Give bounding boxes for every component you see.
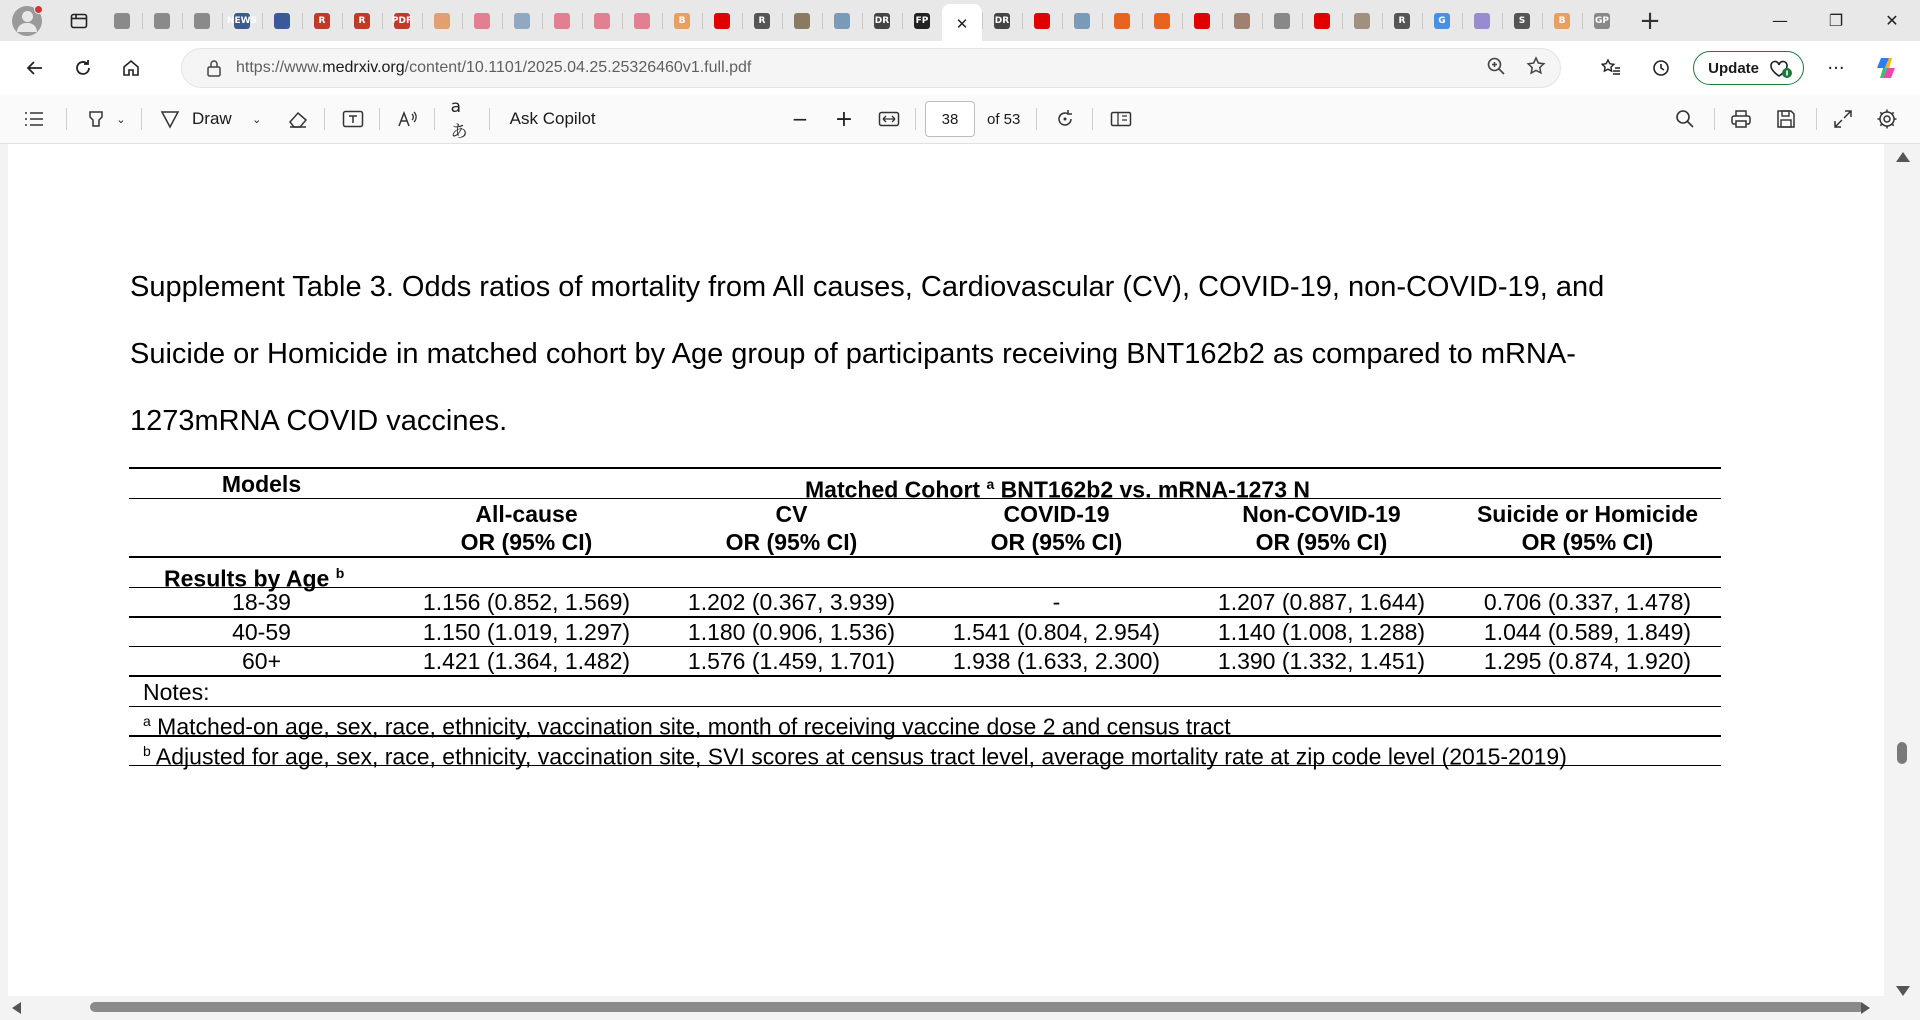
home-button[interactable] [111, 48, 151, 88]
browser-tab[interactable] [1342, 4, 1382, 38]
pdf-toolbar [0, 95, 1920, 144]
odds-ratio-cell: 1.541 (0.804, 2.954) [952, 618, 1161, 645]
favorite-star-icon[interactable] [1526, 56, 1546, 81]
heart-update-icon [1767, 57, 1793, 79]
tab-favicon-icon [114, 13, 130, 29]
browser-tab[interactable] [182, 4, 222, 38]
tab-favicon-icon [794, 13, 810, 29]
history-icon [1651, 58, 1671, 78]
browser-tab[interactable] [1222, 4, 1262, 38]
tab-favicon-icon [1234, 13, 1250, 29]
tab-favicon-icon [1074, 13, 1090, 29]
profile-avatar-icon[interactable] [12, 6, 42, 36]
notes-label: Notes: [143, 678, 210, 705]
tab-favicon-icon [1474, 13, 1490, 29]
tab-favicon-icon [514, 13, 530, 29]
browser-tab[interactable] [262, 4, 302, 38]
browser-tab[interactable] [702, 4, 742, 38]
odds-ratio-cell: 1.938 (1.633, 2.300) [952, 648, 1161, 674]
tab-favicon-icon: R [754, 13, 770, 29]
tab-favicon-icon: B [674, 13, 690, 29]
refresh-button[interactable] [63, 48, 103, 88]
scroll-right-arrow-icon[interactable] [1861, 1002, 1870, 1014]
tab-strip [0, 0, 1920, 41]
odds-ratio-cell: 1.202 (0.367, 3.939) [687, 589, 896, 615]
tab-favicon-icon: FP [914, 13, 930, 29]
url-text[interactable]: https://www.medrxiv.org/content/10.1101/2025.04.25.25326460v1.full.pdf [236, 59, 752, 76]
close-window-button[interactable]: ✕ [1885, 11, 1899, 30]
browser-tab[interactable] [1542, 4, 1582, 38]
table-header-row [129, 469, 1721, 503]
browser-tab[interactable] [822, 4, 862, 38]
browser-tab[interactable] [422, 4, 462, 38]
zoom-in-button[interactable]: + [834, 106, 854, 132]
highlight-dropdown-icon[interactable]: ⌄ [116, 112, 126, 126]
home-icon [121, 58, 141, 78]
tab-favicon-icon: S [1514, 13, 1530, 29]
browser-tab[interactable] [302, 4, 342, 38]
new-tab-button[interactable]: + [1639, 5, 1661, 36]
column-header-row [129, 499, 1721, 556]
column-header: COVID-19 OR (95% CI) [990, 501, 1123, 555]
browser-tab[interactable] [1502, 4, 1542, 38]
history-button[interactable] [1641, 48, 1681, 88]
browser-tab[interactable] [582, 4, 622, 38]
zoom-out-button[interactable]: − [791, 107, 809, 131]
tab-favicon-icon: PDF [394, 13, 410, 29]
browser-tab[interactable] [142, 4, 182, 38]
vertical-scrollbar[interactable] [1884, 144, 1920, 1004]
tab-favicon-icon [594, 13, 610, 29]
tab-list [102, 0, 1622, 41]
browser-tab[interactable] [1062, 4, 1102, 38]
tab-favicon-icon [1354, 13, 1370, 29]
tab-favicon-icon: G [1434, 13, 1450, 29]
odds-ratio-cell: 1.295 (0.874, 1.920) [1483, 648, 1692, 674]
browser-tab[interactable] [382, 4, 422, 38]
tab-favicon-icon [1194, 13, 1210, 29]
browser-tab[interactable] [1262, 4, 1302, 38]
table-row [129, 588, 1721, 616]
column-header: Suicide or Homicide OR (95% CI) [1476, 501, 1699, 555]
translate-icon[interactable]: aあ [450, 96, 468, 142]
notification-dot-icon [34, 5, 43, 14]
text-box-icon[interactable] [341, 101, 365, 137]
tab-favicon-icon [554, 13, 570, 29]
tab-favicon-icon [194, 13, 210, 29]
draw-icon[interactable] [158, 101, 182, 137]
browser-tab[interactable] [102, 4, 142, 38]
settings-gear-icon[interactable] [1874, 101, 1900, 137]
highlight-icon[interactable] [83, 101, 109, 137]
browser-tab[interactable] [862, 4, 902, 38]
tab-favicon-icon: DR [994, 13, 1010, 29]
copilot-button[interactable] [1866, 48, 1906, 88]
odds-ratio-cell: 1.576 (1.459, 1.701) [687, 648, 896, 674]
close-tab-icon[interactable]: ✕ [955, 15, 969, 33]
tab-favicon-icon [1034, 13, 1050, 29]
tab-favicon-icon: R [1394, 13, 1410, 29]
age-group-cell: 40-59 [232, 618, 291, 645]
browser-tab[interactable] [742, 4, 782, 38]
odds-ratio-cell: 1.150 (1.019, 1.297) [422, 618, 631, 645]
pdf-viewer [0, 144, 1920, 1020]
section-row [129, 558, 1721, 592]
tab-favicon-icon [634, 13, 650, 29]
browser-tab[interactable] [662, 4, 702, 38]
age-group-cell: 60+ [241, 648, 281, 674]
browser-tab[interactable] [1582, 4, 1622, 38]
browser-tab[interactable] [1302, 4, 1342, 38]
back-arrow-icon [25, 58, 45, 78]
page-number-input[interactable]: 38 [925, 101, 975, 137]
print-icon[interactable] [1728, 101, 1754, 137]
browser-tab[interactable] [902, 4, 942, 38]
tab-favicon-icon: GP [1594, 13, 1610, 29]
browser-tab[interactable] [622, 4, 662, 38]
navigation-bar [0, 41, 1920, 95]
column-header: CV OR (95% CI) [725, 501, 858, 555]
odds-ratio-cell: 1.207 (0.887, 1.644) [1217, 589, 1426, 615]
window-controls [1752, 0, 1920, 41]
zoom-icon[interactable] [1486, 56, 1506, 81]
contents-icon[interactable] [20, 101, 48, 137]
tab-favicon-icon [154, 13, 170, 29]
scroll-down-arrow-icon[interactable] [1896, 986, 1910, 996]
table-row [129, 618, 1721, 646]
tab-actions-menu-icon[interactable] [62, 4, 96, 38]
pdf-page [8, 144, 1884, 1004]
browser-tab[interactable] [1462, 4, 1502, 38]
horizontal-scrollbar[interactable] [0, 996, 1884, 1020]
browser-tab[interactable] [502, 4, 542, 38]
browser-tab[interactable] [542, 4, 582, 38]
back-button[interactable] [15, 48, 55, 88]
browser-tab[interactable] [1422, 4, 1462, 38]
models-header: Models [221, 470, 302, 497]
tab-favicon-icon: DR [874, 13, 890, 29]
section-label: Results by Age $^b$ [164, 564, 345, 592]
tab-favicon-icon [714, 13, 730, 29]
browser-tab[interactable] [1022, 4, 1062, 38]
browser-tab[interactable] [462, 4, 502, 38]
odds-ratio-cell: - [1052, 589, 1061, 615]
fit-to-width-icon[interactable] [876, 101, 902, 137]
read-aloud-icon[interactable] [396, 101, 420, 137]
browser-tab[interactable] [222, 4, 262, 38]
address-bar[interactable] [181, 48, 1561, 88]
eraser-icon[interactable] [286, 101, 310, 137]
age-group-cell: 18-39 [232, 589, 291, 615]
tab-favicon-icon [274, 13, 290, 29]
ask-copilot-button[interactable]: Ask Copilot [509, 109, 596, 128]
tab-favicon-icon [1314, 13, 1330, 29]
draw-label[interactable]: Draw [192, 109, 232, 128]
browser-tab[interactable] [982, 4, 1022, 38]
expand-icon[interactable] [1830, 101, 1856, 137]
odds-ratio-table [129, 467, 1721, 770]
page-view-icon[interactable] [1108, 101, 1134, 137]
tab-favicon-icon [1114, 13, 1130, 29]
tab-favicon-icon [834, 13, 850, 29]
browser-tab[interactable] [342, 4, 382, 38]
odds-ratio-cell: 1.044 (0.589, 1.849) [1483, 618, 1692, 645]
browser-tab[interactable] [1382, 4, 1422, 38]
horizontal-scroll-thumb[interactable] [90, 1002, 1864, 1012]
odds-ratio-cell: 1.180 (0.906, 1.536) [687, 618, 896, 645]
odds-ratio-cell: 1.421 (1.364, 1.482) [422, 648, 631, 674]
tab-favicon-icon [434, 13, 450, 29]
favorites-list-icon [1601, 58, 1621, 78]
lock-icon[interactable] [204, 58, 224, 78]
save-icon[interactable] [1773, 101, 1799, 137]
browser-tab[interactable] [1182, 4, 1222, 38]
browser-tab[interactable] [782, 4, 822, 38]
refresh-icon [73, 58, 93, 78]
note-b: $^b$ Adjusted for age, sex, race, ethnicity, vaccination site, SVI scores at census tract level, average mortality rate at zip code level (2015-2019) [143, 742, 1567, 770]
tab-favicon-icon: NEWS [234, 13, 250, 29]
more-options-button[interactable]: ··· [1827, 57, 1845, 79]
browser-tab[interactable] [1142, 4, 1182, 38]
minimize-button[interactable]: — [1772, 11, 1788, 30]
vertical-scroll-thumb[interactable] [1897, 742, 1907, 764]
search-icon[interactable] [1672, 101, 1698, 137]
table-notes [129, 677, 1721, 770]
odds-ratio-cell: 0.706 (0.337, 1.478) [1483, 589, 1692, 615]
copilot-icon [1873, 55, 1899, 81]
scroll-left-arrow-icon[interactable] [12, 1002, 21, 1014]
draw-dropdown-icon[interactable]: ⌄ [252, 112, 262, 126]
browser-tab[interactable] [1102, 4, 1142, 38]
table-body [129, 588, 1721, 677]
table-row [129, 647, 1721, 675]
odds-ratio-cell: 1.390 (1.332, 1.451) [1217, 648, 1426, 674]
restore-button[interactable]: ❐ [1828, 11, 1844, 30]
tab-active[interactable] [942, 4, 982, 45]
table-caption: Supplement Table 3. Odds ratios of mortality from All causes, Cardiovascular (CV), COVID-19, non-COVID-19, and Suicide or Homicide in matched cohort by Age group of participants receiving BNT162b2 as compared to mRNA- 1273mRNA COVID vaccines. [130, 271, 1605, 437]
tab-favicon-icon [1274, 13, 1290, 29]
column-header: All-cause OR (95% CI) [460, 501, 593, 555]
odds-ratio-cell: 1.156 (0.852, 1.569) [422, 589, 631, 615]
page-total-label: of 53 [987, 110, 1021, 128]
odds-ratio-cell: 1.140 (1.008, 1.288) [1217, 618, 1426, 645]
scroll-up-arrow-icon[interactable] [1896, 152, 1910, 162]
tab-favicon-icon [1154, 13, 1170, 29]
column-header: Non-COVID-19 OR (95% CI) [1242, 501, 1401, 555]
update-button[interactable]: Update [1693, 51, 1804, 85]
note-a: $^a$ Matched-on age, sex, race, ethnicity, vaccination site, month of receiving vaccine dose 2 and census tract [143, 713, 1231, 740]
tab-favicon-icon: B [1554, 13, 1570, 29]
rotate-icon[interactable] [1052, 101, 1078, 137]
tab-favicon-icon: R [314, 13, 330, 29]
favorites-button[interactable] [1591, 48, 1631, 88]
cohort-header: Matched Cohort $^a$ BNT162b2 vs. mRNA-1273 N [805, 475, 1310, 503]
tab-favicon-icon [474, 13, 490, 29]
tab-favicon-icon: R [354, 13, 370, 29]
